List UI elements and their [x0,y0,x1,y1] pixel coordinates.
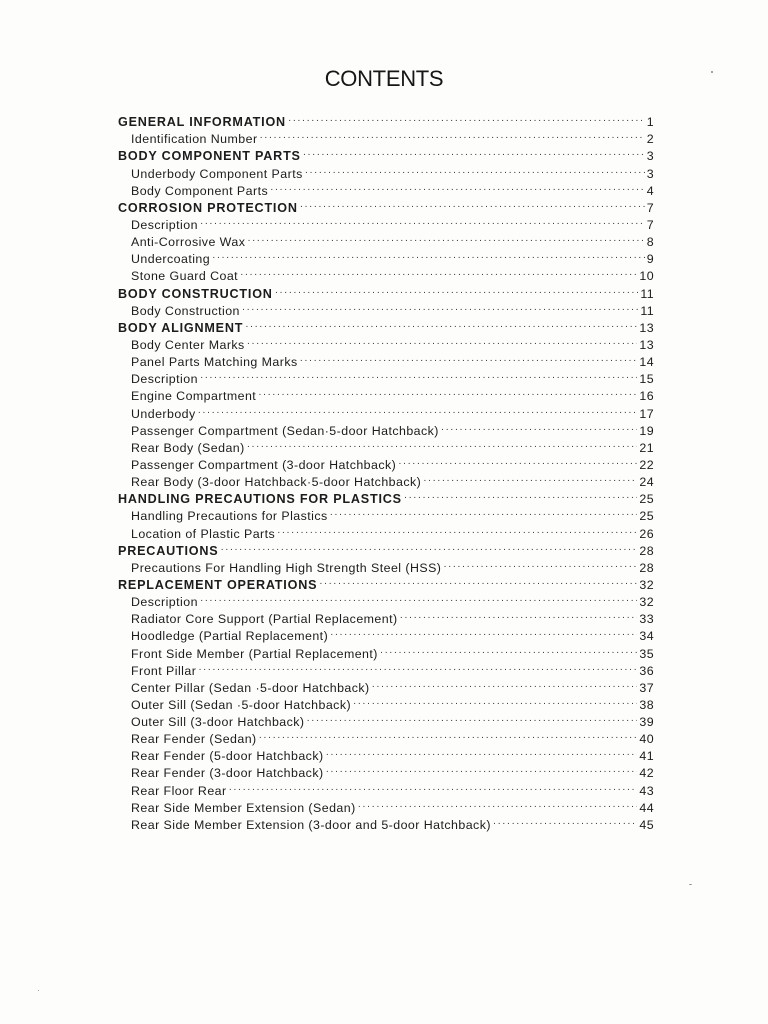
dot-leader [229,781,638,798]
toc-entry-label: Identification Number [131,132,258,147]
dot-leader [305,164,645,181]
toc-page-number: 45 [639,817,654,832]
dot-leader [372,678,638,695]
toc-entry-label: Location of Plastic Parts [131,526,276,541]
toc-page-number: 36 [639,663,654,678]
toc-page-number: 32 [639,595,654,610]
dot-leader [404,489,638,506]
toc-page-number: 28 [639,543,654,558]
dot-leader [198,404,638,421]
dot-leader [275,284,639,301]
page-title: CONTENTS [324,66,444,91]
dot-leader [220,541,637,558]
toc-page-number: 40 [639,732,654,747]
toc-page-number: 38 [639,697,654,712]
scan-speck [711,71,713,73]
dot-leader [247,232,644,249]
toc-page-number: 15 [639,372,654,387]
toc-entry-label: BODY CONSTRUCTION [118,286,273,301]
dot-leader [240,266,637,283]
toc-page-number: 42 [639,766,654,781]
toc-entry-label: CORROSION PROTECTION [118,200,298,215]
dot-leader [259,729,638,746]
toc-entry-label: BODY COMPONENT PARTS [118,149,301,164]
toc-page-number: 7 [646,200,654,215]
toc-page-number: 16 [639,389,654,404]
toc-page-number: 35 [639,646,654,661]
dot-leader [198,661,637,678]
dot-leader [200,215,645,232]
toc-page-number: 26 [639,526,654,541]
dot-leader [200,369,637,386]
dot-leader [443,558,637,575]
toc-entry-label: BODY ALIGNMENT [118,320,244,335]
toc-page-number: 21 [639,440,654,455]
toc-entry-label: Passenger Compartment (Sedan·5-door Hatchback) [131,423,439,438]
dot-leader [493,815,637,832]
toc-entry-label: Rear Floor Rear [131,783,227,798]
table-of-contents [118,114,654,834]
toc-entry-label: Description [131,595,198,610]
toc-page-number: 22 [639,457,654,472]
toc-page-number: 41 [639,749,654,764]
toc-entry-label: Passenger Compartment (3-door Hatchback) [131,457,397,472]
toc-page-number: 1 [646,115,654,130]
toc-page-number: 8 [646,235,654,250]
dot-leader [270,181,645,198]
toc-subsection-entry [118,817,654,834]
dot-leader [245,318,637,335]
dot-leader [330,626,637,643]
toc-entry-label: Center Pillar (Sedan ·5-door Hatchback) [131,680,370,695]
toc-page-number: 10 [639,269,654,284]
toc-entry-label: Rear Body (Sedan) [131,440,245,455]
dot-leader [398,455,637,472]
dot-leader [277,524,637,541]
toc-page-number: 11 [640,303,654,318]
toc-entry-label: Underbody Component Parts [131,166,303,181]
toc-entry-label: Undercoating [131,252,211,267]
toc-entry-label: Engine Compartment [131,389,257,404]
toc-page-number: 39 [639,715,654,730]
toc-page-number: 3 [646,166,654,181]
toc-entry-label: Precautions For Handling High Strength Steel (HSS) [131,560,442,575]
toc-entry-label: Description [131,217,198,232]
toc-page-number: 19 [639,423,654,438]
toc-entry-label: Rear Side Member Extension (Sedan) [131,800,356,815]
dot-leader [330,506,638,523]
toc-entry-label: Rear Fender (Sedan) [131,732,257,747]
toc-entry-label: Front Pillar [131,663,197,678]
toc-entry-label: Body Center Marks [131,337,245,352]
toc-page-number: 13 [639,337,654,352]
dot-leader [307,712,638,729]
dot-leader [200,592,637,609]
dot-leader [247,335,638,352]
toc-entry-label: Outer Sill (3-door Hatchback) [131,715,305,730]
dot-leader [242,301,638,318]
dot-leader [326,763,638,780]
toc-entry-label: Hoodledge (Partial Replacement) [131,629,329,644]
toc-entry-label: Rear Fender (5-door Hatchback) [131,749,324,764]
toc-entry-label: REPLACEMENT OPERATIONS [118,577,318,592]
toc-page-number: 34 [639,629,654,644]
scan-speck [38,990,39,991]
dot-leader [353,695,637,712]
toc-page-number: 13 [639,320,654,335]
toc-page-number: 4 [646,183,654,198]
dot-leader [258,386,637,403]
dot-leader [303,146,645,163]
toc-page-number: 14 [639,355,654,370]
toc-entry-label: Outer Sill (Sedan ·5-door Hatchback) [131,697,352,712]
toc-page-number: 37 [639,680,654,695]
toc-entry-label: Rear Side Member Extension (3-door and 5-door Hatchback) [131,817,491,832]
toc-page-number: 25 [639,492,654,507]
toc-entry-label: Panel Parts Matching Marks [131,355,298,370]
toc-page-number: 24 [639,475,654,490]
dot-leader [260,129,645,146]
dot-leader [358,798,638,815]
scan-speck [689,884,692,885]
toc-page-number: 25 [639,509,654,524]
dot-leader [300,198,645,215]
dot-leader [319,575,637,592]
dot-leader [441,421,638,438]
toc-entry-label: Handling Precautions for Plastics [131,509,328,524]
toc-entry-label: Front Side Member (Partial Replacement) [131,646,378,661]
dot-leader [247,438,638,455]
toc-page-number: 33 [639,612,654,627]
dot-leader [300,352,638,369]
toc-entry-label: Rear Fender (3-door Hatchback) [131,766,324,781]
toc-entry-label: Anti-Corrosive Wax [131,235,246,250]
toc-entry-label: Stone Guard Coat [131,269,239,284]
dot-leader [288,112,645,129]
dot-leader [212,249,645,266]
toc-page-number: 28 [639,560,654,575]
toc-page-number: 9 [646,252,654,267]
toc-page-number: 17 [639,406,654,421]
toc-page-number: 11 [640,286,654,301]
toc-page-number: 3 [646,149,654,164]
toc-entry-label: Description [131,372,198,387]
dot-leader [400,609,638,626]
toc-entry-label: Body Construction [131,303,240,318]
toc-page-number: 32 [639,577,654,592]
toc-page-number: 2 [646,132,654,147]
toc-page-number: 43 [639,783,654,798]
dot-leader [380,644,638,661]
toc-page-number: 7 [646,217,654,232]
toc-entry-label: HANDLING PRECAUTIONS FOR PLASTICS [118,492,402,507]
dot-leader [326,746,638,763]
toc-entry-label: Underbody [131,406,196,421]
toc-entry-label: Radiator Core Support (Partial Replacement) [131,612,398,627]
toc-entry-label: PRECAUTIONS [118,543,219,558]
toc-entry-label: Body Component Parts [131,183,269,198]
dot-leader [423,472,637,489]
toc-entry-label: GENERAL INFORMATION [118,115,286,130]
toc-page-number: 44 [639,800,654,815]
toc-entry-label: Rear Body (3-door Hatchback·5-door Hatchback) [131,475,422,490]
